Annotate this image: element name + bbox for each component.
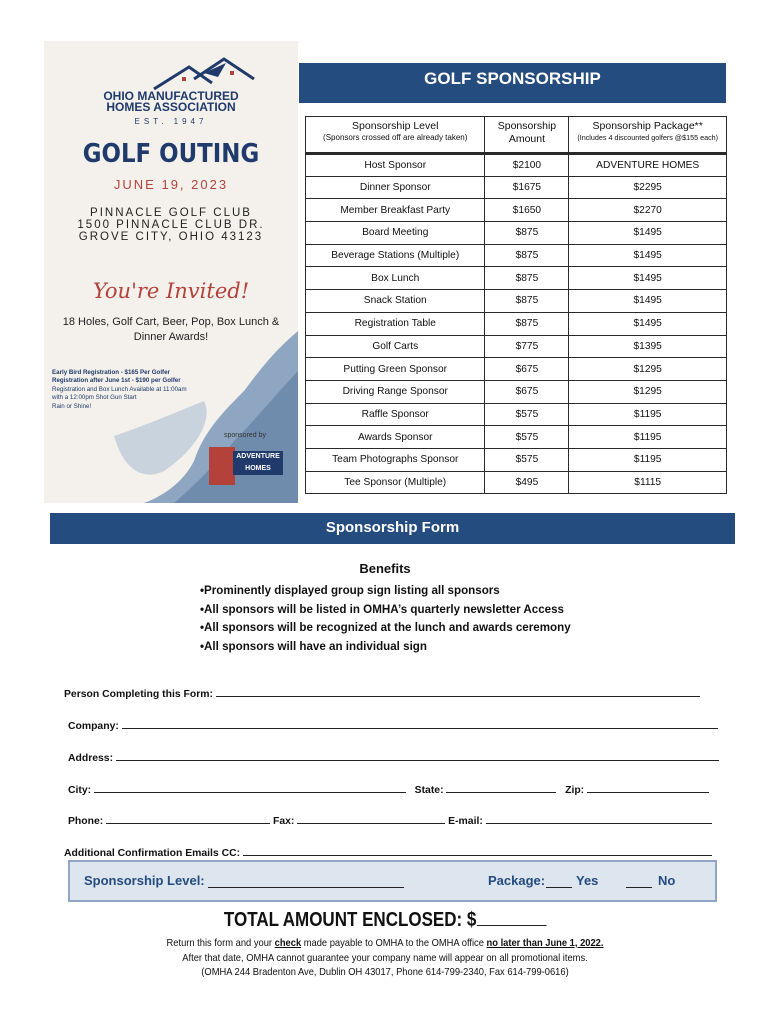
fax-label: Fax: (273, 816, 295, 827)
row-level: Box Lunch (306, 267, 485, 290)
table-row (306, 154, 727, 177)
est-year: EST. 1947 (134, 117, 208, 126)
table-row (306, 199, 727, 222)
footer-instructions (39, 937, 732, 981)
venue-city: GROVE CITY, OHIO 43123 (78, 231, 264, 243)
address-input[interactable] (116, 750, 719, 761)
sponsor-house-icon (209, 447, 235, 485)
row-level: Awards Sponsor (306, 426, 485, 449)
org-name (96, 91, 246, 113)
person-field (64, 686, 700, 700)
table-row (306, 471, 727, 494)
row-package: $1495 (569, 312, 727, 335)
company-field (68, 718, 718, 732)
row-package: $1115 (569, 471, 727, 494)
footer-deadline: no later than June 1, 2022. (486, 938, 604, 949)
row-level: Tee Sponsor (Multiple) (306, 471, 485, 494)
row-package: $1495 (569, 290, 727, 313)
state-label: State: (414, 785, 444, 796)
footer-line3: (OMHA 244 Bradenton Ave, Dublin OH 43017, Phone 614-799-2340, Fax 614-799-0616) (201, 967, 569, 978)
total-label: TOTAL AMOUNT ENCLOSED: $ (223, 909, 477, 931)
event-venue (50, 207, 292, 243)
city-label: City: (68, 785, 92, 796)
row-amount: $575 (485, 403, 569, 426)
additional-emails-label: Additional Confirmation Emails CC: (64, 848, 241, 859)
includes-text: 18 Holes, Golf Cart, Beer, Pop, Box Lunch & Dinner Awards! (62, 316, 280, 343)
row-level: Team Photographs Sponsor (306, 448, 485, 471)
footer-line1 (39, 937, 732, 952)
row-package: $1195 (569, 403, 727, 426)
org-name-line2: HOMES ASSOCIATION (106, 100, 236, 114)
benefits-title: Benefits (359, 561, 411, 576)
row-amount: $875 (485, 290, 569, 313)
adventure-homes-logo (209, 447, 283, 489)
address-label: Address: (68, 753, 114, 764)
row-level: Beverage Stations (Multiple) (306, 244, 485, 267)
col-header-package (569, 117, 727, 154)
late-registration-line: Registration after June 1st - $190 per Golfer (52, 377, 181, 385)
fax-input[interactable] (297, 813, 445, 824)
box-lunch-line: Registration and Box Lunch Available at 11:00am (52, 385, 187, 393)
sponsorship-table (305, 116, 727, 494)
flyer-title: GOLF OUTING (82, 139, 260, 169)
additional-emails-field (64, 845, 712, 859)
no-label: No (658, 873, 676, 888)
venue-street: 1500 PINNACLE CLUB DR. (77, 219, 265, 231)
person-label: Person Completing this Form: (64, 689, 213, 700)
row-package: $1395 (569, 335, 727, 358)
row-amount: $875 (485, 267, 569, 290)
total-amount (58, 908, 713, 932)
row-level: Driving Range Sponsor (306, 380, 485, 403)
row-amount: $1650 (485, 199, 569, 222)
golf-sponsorship-header: GOLF SPONSORSHIP (299, 63, 726, 103)
list-item: •All sponsors will be recognized at the lunch and awards ceremony (200, 621, 571, 634)
row-package: $2270 (569, 199, 727, 222)
table-row (306, 358, 727, 381)
table-row (306, 244, 727, 267)
rain-or-shine-line: Rain or Shine! (52, 402, 92, 410)
row-level: Board Meeting (306, 222, 485, 245)
total-input[interactable] (476, 908, 546, 926)
sponsorship-form-header: Sponsorship Form (50, 513, 735, 544)
row-level: Snack Station (306, 290, 485, 313)
invited-heading: You're Invited! (92, 279, 250, 303)
city-input[interactable] (94, 782, 406, 793)
row-amount: $575 (485, 448, 569, 471)
shotgun-start-line: with a 12:00pm Shot Gun Start (52, 394, 137, 402)
city-state-zip-field (68, 782, 709, 796)
additional-emails-input[interactable] (243, 845, 712, 856)
row-package: ADVENTURE HOMES (569, 154, 727, 177)
row-package: $1195 (569, 426, 727, 449)
row-level: Member Breakfast Party (306, 199, 485, 222)
col-header-level-title: Sponsorship Level (352, 120, 439, 132)
footer-mid: made payable to OMHA to the OMHA office (301, 938, 487, 949)
row-level: Registration Table (306, 312, 485, 335)
person-input[interactable] (216, 686, 700, 697)
row-amount: $1675 (485, 176, 569, 199)
table-row (306, 335, 727, 358)
row-package: $1295 (569, 358, 727, 381)
table-row (306, 267, 727, 290)
company-label: Company: (68, 721, 119, 732)
row-amount: $575 (485, 426, 569, 449)
row-level: Host Sponsor (306, 154, 485, 177)
no-blank[interactable] (626, 875, 652, 888)
table-row (306, 176, 727, 199)
row-amount: $775 (485, 335, 569, 358)
list-item: •Prominently displayed group sign listing all sponsors (200, 584, 500, 597)
venue-name: PINNACLE GOLF CLUB (90, 207, 252, 219)
email-label: E-mail: (448, 816, 483, 827)
footer-pre: Return this form and your (166, 938, 275, 949)
list-item: •All sponsors will be listed in OMHA’s quarterly newsletter Access (200, 602, 565, 616)
zip-input[interactable] (587, 782, 709, 793)
col-header-level (306, 117, 485, 154)
table-body (306, 154, 727, 494)
row-amount: $495 (485, 471, 569, 494)
col-header-package-title: Sponsorship Package** (592, 120, 703, 132)
table-header-row (306, 117, 727, 154)
table-row (306, 312, 727, 335)
state-input[interactable] (446, 782, 556, 793)
row-amount: $2100 (485, 154, 569, 177)
row-package: $1495 (569, 244, 727, 267)
row-amount: $875 (485, 244, 569, 267)
sponsored-by-label: sponsored by (224, 432, 267, 439)
sponsor-name-line1: ADVENTURE (236, 453, 280, 460)
row-level: Dinner Sponsor (306, 176, 485, 199)
package-label: Package: (488, 873, 546, 888)
row-package: $1295 (569, 380, 727, 403)
footer-line2: After that date, OMHA cannot guarantee your company name will appear on all promotional items. (182, 952, 588, 964)
zip-label: Zip: (565, 785, 585, 796)
yes-label: Yes (576, 873, 599, 888)
benefits-list (200, 582, 571, 656)
table-row (306, 290, 727, 313)
early-bird-info (52, 369, 212, 411)
footer-check: check (274, 938, 302, 949)
row-level: Putting Green Sponsor (306, 358, 485, 381)
row-amount: $675 (485, 380, 569, 403)
row-package: $1195 (569, 448, 727, 471)
table-row (306, 448, 727, 471)
row-package: $2295 (569, 176, 727, 199)
table-row (306, 403, 727, 426)
sponsorship-level-box (68, 860, 717, 902)
phone-fax-email-field (68, 813, 712, 827)
level-label: Sponsorship Level: (84, 873, 205, 888)
col-header-amount-title: Sponsorship (497, 120, 557, 132)
level-input[interactable] (208, 875, 404, 888)
email-input[interactable] (486, 813, 712, 824)
row-amount: $875 (485, 222, 569, 245)
row-package: $1495 (569, 267, 727, 290)
table-row (306, 426, 727, 449)
yes-blank[interactable] (546, 875, 572, 888)
table-row (306, 380, 727, 403)
org-name-line1: OHIO MANUFACTURED (103, 89, 239, 103)
phone-label: Phone: (68, 816, 104, 827)
company-input[interactable] (122, 718, 718, 729)
address-field (68, 750, 719, 764)
list-item: •All sponsors will have an individual sign (200, 639, 427, 653)
early-bird-line: Early Bird Registration - $165 Per Golfer (52, 369, 170, 376)
col-header-level-sub: (Sponsors crossed off are already taken) (323, 133, 468, 142)
col-header-amount (485, 117, 569, 154)
row-level: Raffle Sponsor (306, 403, 485, 426)
row-package: $1495 (569, 222, 727, 245)
phone-input[interactable] (106, 813, 270, 824)
row-level: Golf Carts (306, 335, 485, 358)
col-header-amount-title2: Amount (508, 133, 546, 145)
event-flyer (44, 41, 298, 503)
row-amount: $875 (485, 312, 569, 335)
sponsor-name-line2: HOMES (245, 465, 271, 472)
col-header-package-sub: (Includes 4 discounted golfers @$155 each) (577, 133, 719, 142)
row-amount: $675 (485, 358, 569, 381)
sponsor-logo-text (233, 451, 283, 475)
table-row (306, 222, 727, 245)
event-date: JUNE 19, 2023 (113, 177, 229, 192)
